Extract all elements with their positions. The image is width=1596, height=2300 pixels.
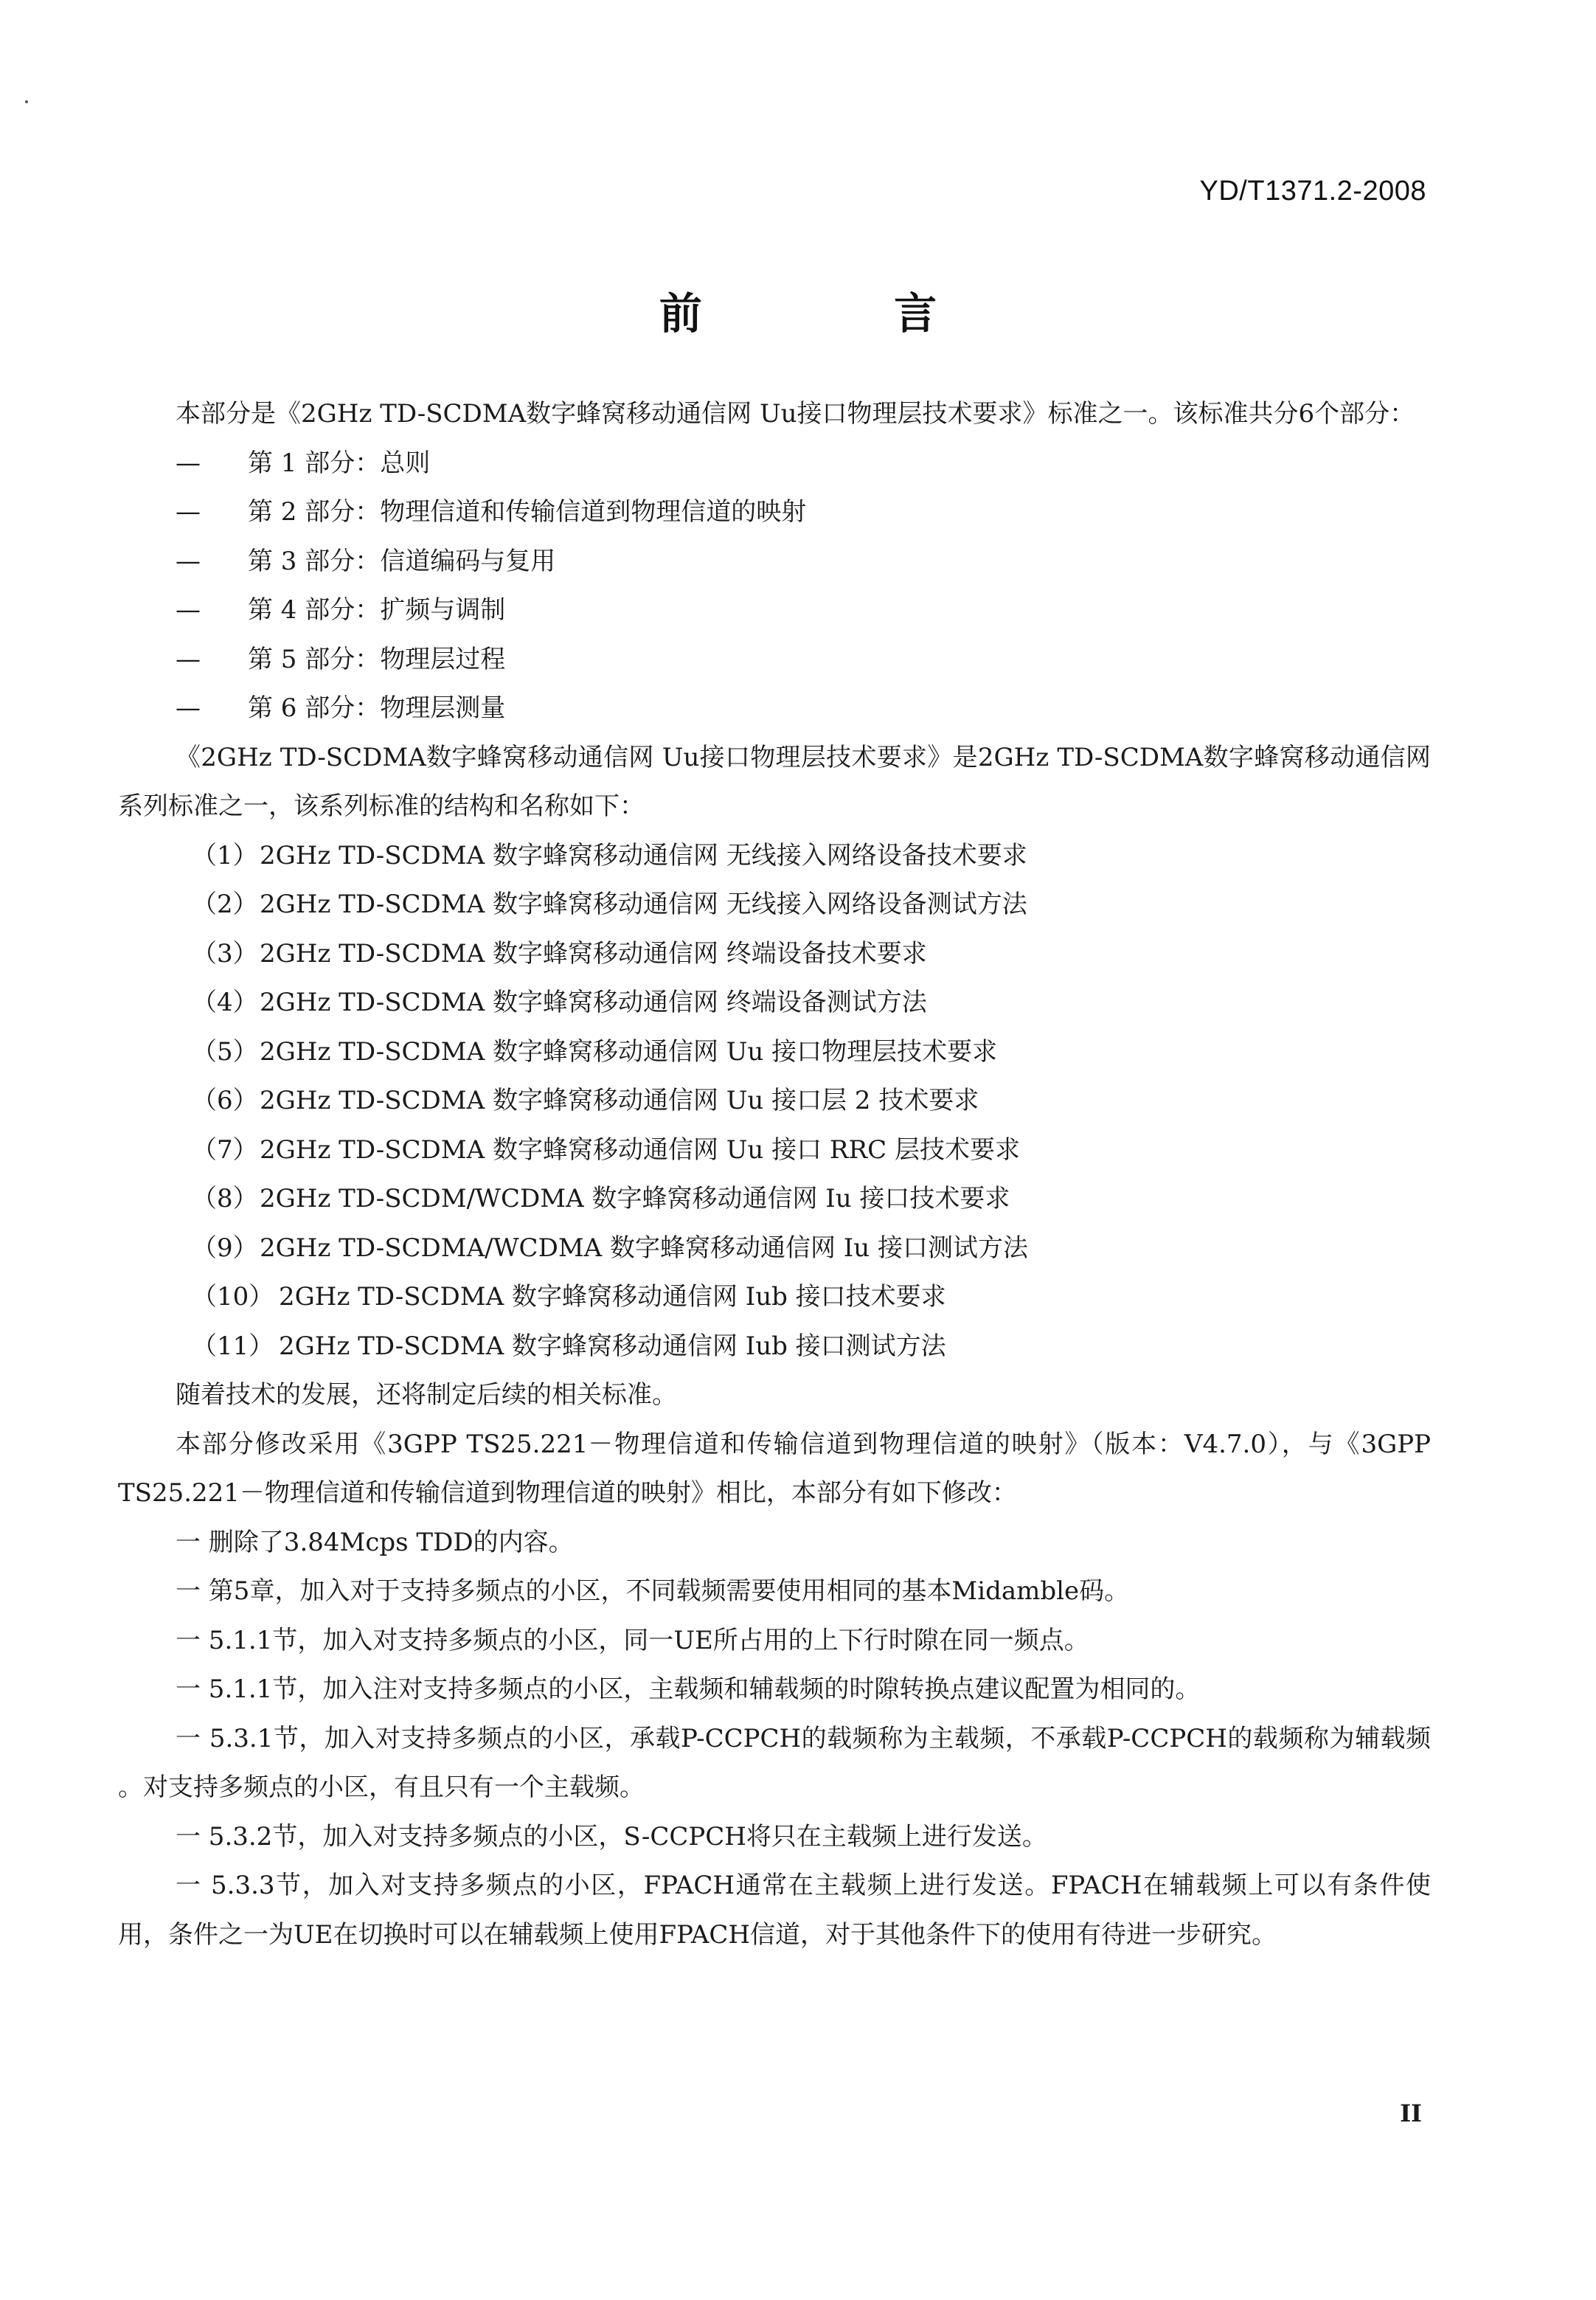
- standard-number: （9）: [192, 1233, 258, 1263]
- standard-item: [118, 1322, 1431, 1371]
- standard-item: [118, 831, 1431, 881]
- scan-speck: [25, 100, 28, 103]
- standard-title: 2GHz TD-SCDM/WCDMA 数字蜂窝移动通信网 Iu 接口技术要求: [260, 1184, 1010, 1213]
- list-item: [118, 635, 1431, 685]
- list-item-text: 第 3 部分：信道编码与复用: [248, 546, 556, 576]
- standard-item: [118, 1174, 1431, 1224]
- list-dash: —: [176, 448, 201, 478]
- list-dash: —: [176, 693, 201, 723]
- list-item-text: 第 2 部分：物理信道和传输信道到物理信道的映射: [248, 497, 807, 527]
- standard-title: 2GHz TD-SCDMA/WCDMA 数字蜂窝移动通信网 Iu 接口测试方法: [260, 1233, 1028, 1263]
- standard-item: [118, 1272, 1431, 1322]
- standard-item: [118, 1126, 1431, 1175]
- standard-title: 2GHz TD-SCDMA 数字蜂窝移动通信网 无线接入网络设备技术要求: [260, 840, 1027, 870]
- standard-number: （2）: [192, 890, 258, 919]
- list-item: [118, 684, 1431, 733]
- modification-item: 一 5.3.1节，加入对支持多频点的小区，承载P-CCPCH的载频称为主载频，不承载P-CCPCH的载频称为辅载频 。对支持多频点的小区，有且只有一个主载频。: [118, 1723, 1431, 1802]
- standard-title: 2GHz TD-SCDMA 数字蜂窝移动通信网 终端设备技术要求: [260, 938, 927, 969]
- page-number: II: [1400, 2099, 1422, 2127]
- modification-item: 一 5.1.1节，加入注对支持多频点的小区，主载频和辅载频的时隙转换点建议配置为相同的。: [176, 1674, 1201, 1704]
- list-item-text: 第 5 部分：物理层过程: [248, 644, 506, 674]
- standard-number: （1）: [192, 840, 258, 870]
- list-dash: —: [176, 497, 201, 527]
- standards-list: [118, 831, 1431, 1371]
- standard-number: （10）: [192, 1282, 274, 1312]
- page-title: 前 言: [659, 288, 1026, 339]
- standard-number: （8）: [192, 1184, 258, 1213]
- modification-item: 一 删除了3.84Mcps TDD的内容。: [176, 1527, 574, 1557]
- list-item: [118, 537, 1431, 586]
- list-item-text: 第 4 部分：扩频与调制: [248, 595, 506, 625]
- modification-item: 一 5.3.3节，加入对支持多频点的小区，FPACH通常在主载频上进行发送。FPACH在辅载频上可以有条件使用，条件之一为UE在切换时可以在辅载频上使用FPACH信道，对于其他条件下的使用有待进一步研究。: [118, 1871, 1431, 1950]
- list-dash: —: [176, 546, 201, 576]
- intro-paragraph: 本部分是《2GHz TD-SCDMA数字蜂窝移动通信网 Uu接口物理层技术要求》标准之一。该标准共分6个部分：: [176, 399, 1415, 429]
- modification-item: 一 5.3.2节，加入对支持多频点的小区，S-CCPCH将只在主载频上进行发送。: [176, 1821, 1047, 1852]
- list-dash: —: [176, 644, 201, 674]
- list-item: [118, 439, 1431, 488]
- standard-item: [118, 978, 1431, 1028]
- standard-number: （5）: [192, 1036, 258, 1067]
- list-item: [118, 488, 1431, 537]
- modification-item: 一 第5章，加入对于支持多频点的小区，不同载频需要使用相同的基本Midamble码。: [176, 1576, 1130, 1606]
- document-number: YD/T1371.2-2008: [1199, 176, 1426, 207]
- standard-title: 2GHz TD-SCDMA 数字蜂窝移动通信网 Iub 接口技术要求: [279, 1282, 946, 1312]
- standard-item: [118, 1076, 1431, 1126]
- modifications-list: [118, 1518, 1431, 1960]
- standard-title: 2GHz TD-SCDMA 数字蜂窝移动通信网 Iub 接口测试方法: [279, 1331, 946, 1361]
- standard-number: （6）: [192, 1086, 258, 1115]
- series-intro-paragraph: 《2GHz TD-SCDMA数字蜂窝移动通信网 Uu接口物理层技术要求》是2GHz TD-SCDMA数字蜂窝移动通信网系列标准之一，该系列标准的结构和名称如下：: [118, 742, 1431, 821]
- modifications-intro-paragraph: 本部分修改采用《3GPP TS25.221－物理信道和传输信道到物理信道的映射》（版本：V4.7.0），与《3GPP TS25.221－物理信道和传输信道到物理信道的映射》相比，本部分有如下修改：: [118, 1429, 1431, 1508]
- standard-number: （3）: [192, 938, 258, 969]
- standard-item: [118, 1028, 1431, 1077]
- standard-title: 2GHz TD-SCDMA 数字蜂窝移动通信网 无线接入网络设备测试方法: [260, 890, 1027, 919]
- standard-item: [118, 880, 1431, 929]
- standard-item: [118, 929, 1431, 979]
- list-item: [118, 586, 1431, 635]
- standard-title: 2GHz TD-SCDMA 数字蜂窝移动通信网 Uu 接口物理层技术要求: [260, 1036, 998, 1067]
- standard-number: （4）: [192, 988, 258, 1017]
- list-dash: —: [176, 595, 201, 625]
- parts-list: [118, 439, 1431, 733]
- body-text: [118, 389, 1431, 1959]
- list-item-text: 第 1 部分：总则: [248, 448, 431, 478]
- standard-number: （7）: [192, 1135, 258, 1165]
- standard-number: （11）: [192, 1331, 274, 1361]
- standard-title: 2GHz TD-SCDMA 数字蜂窝移动通信网 Uu 接口层 2 技术要求: [260, 1086, 979, 1115]
- modification-item: 一 5.1.1节，加入对支持多频点的小区，同一UE所占用的上下行时隙在同一频点。: [176, 1625, 1089, 1655]
- standard-title: 2GHz TD-SCDMA 数字蜂窝移动通信网 终端设备测试方法: [260, 988, 927, 1017]
- standard-title: 2GHz TD-SCDMA 数字蜂窝移动通信网 Uu 接口 RRC 层技术要求: [260, 1135, 1020, 1165]
- series-closing-paragraph: 随着技术的发展，还将制定后续的相关标准。: [176, 1380, 677, 1410]
- standard-item: [118, 1224, 1431, 1273]
- list-item-text: 第 6 部分：物理层测量: [248, 693, 506, 723]
